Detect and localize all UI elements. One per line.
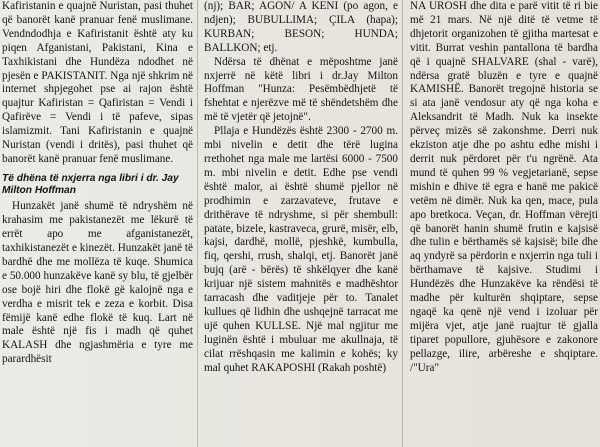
article-column-right xyxy=(404,0,600,447)
paragraph-kafiristan: Kafiristanin e quajnë Nuristan, pasi thuhet që banorët kanë pranuar fenë muslimane. Vendndodhja e Kafiristanit është aty ku piqen Afganistani, Pakistani, Kina e Taxhikistani dhe Hundëza ndodhet në pjesën e PAKISTANIT. Nga një shkrim në internet shpjegohet pse ai rajon është quajtur Kafiristan = Qafiristan = Vendi i Qafirëve = Vendi i të pafeve, sipas islamizmit. Tani Kafiristanin e quajnë Nuristan (vendi i dritës), pasi thuhet që banorët kanë pranuar fenë muslimane. xyxy=(2,0,193,165)
article-column-left xyxy=(0,0,195,447)
paragraph-hoffman-book: Ndërsa të dhënat e mëposhtme janë nxjerrë në këtë libri i dr.Jay Milton Hoffman "Hunza: Pesëmbëdhjetë të fshehtat e njerëzve më të shëndetshëm dhe më të vjetër që jetojnë". xyxy=(204,55,398,124)
article-column-middle xyxy=(200,0,400,447)
paragraph-word-list: (nj); BAR; AGON/ A KENI (po agon, e ndjen); BUBULLIMA; ÇILA (hapa); KURBAN; BESON; HUNDA; BALLKON; etj. xyxy=(204,0,398,54)
paragraph-hunzaket: Hunzakët janë shumë të ndryshëm në krahasim me pakistanezët me lëkurë të errët apo me afganistanezët, taxhikistanezët e kinezët. Hunzakët janë të bardhë dhe me mollëza të kuqe. Shumica e 50.000 hunzakëve kanë sy blu, të gjelbër ose bojë hiri dhe flokë gë kalojnë nga e verdha e misrit tek e zeza e korbit. Disa fëmijë kanë edhe flokë të kuq. Lart në male është një fis i madh që quhet KALASH dhe ngjashmëria e tyre me parardhësit xyxy=(2,200,193,366)
section-subheading: Të dhëna të nxjerra nga libri i dr. Jay Milton Hoffman xyxy=(2,172,179,197)
paragraph-hundeza-plateau: Pllaja e Hundëzës është 2300 - 2700 m. mbi nivelin e detit dhe tërë lugina rrethohet nga male me lartësi 6000 - 7500 m. mbi nivelin e detit. Edhe pse vendi është malor, ai është shumë pjellor në prodhimin e zarzavateve, frutave e drithërave të ndryshme, si për shembull: patate, bizele, kastraveca, grurë, misër, elb, kajsi, dardhë, mollë, pjeshkë, kumbulla, fiq, qershi, rrush, shalqi, etj. Banorët janë bujq (arë - bërës) të shkëlqyer dhe kanë krijuar një sistem mahnitës e madhështor tarracash dhe vaditjeje për to. Tanalet kullues që lidhin dhe ushqejnë tarracat me ujë quhen KULLSE. Një mal ngjitur me luginën është i mbuluar me akullnaja, të cilat rrëshqasin me kalimin e kohës; ky mal quhet RAKAPOSHI (Rakah poshtë) xyxy=(204,125,398,374)
column-divider xyxy=(402,0,403,447)
paragraph-customs: NA UROSH dhe dita e parë vitit të ri bie më 21 mars. Në një ditë të vetme të dhjetorit organizohen të gjitha martesat e vitit. Burrat veshin pantallona të bardha që i quajnë SHALVARE (shal - varë), ndërsa gratë bluzën e tyre e quajnë KAMISHË. Banorët tregojnë historia se si ata janë vendosur aty që nga koha e Aleksandrit të Madh. Nuk ka insekte përveç mizës së zakonshme. Derri nuk ekziston atje dhe po ashtu edhe mishi i derrit nuk përdoret për t'u ngrënë. Ata mund të quhen 99 % vegjetarianë, sepse mishin e dhive të egra e hanë me pakicë vetëm në dimër. Nuk ka qen, mace, pula apo bretkoca. Veçan, dr. Hoffman vërejti që banorët hanin shumë frutin e kajsisë dhe tulin e bërthamës së kajsisë; bile dhe aq yndyrë sa përdorin e nxjerrin nga tuli i bërthamave të kajsive. Studimi i Hundëzës dhe Hunzakëve ka rëndësi të madhe për kulturën shqiptare, sepse ngaqë ka qenë një vend i izoluar për mijëra vjet, atje janë ruajtur të gjalla tiparet popullore, gjuhësore e zakonore pellazge, ilire, arbëreshe e shqiptare. /"Ura" xyxy=(410,0,598,374)
column-divider xyxy=(197,0,198,447)
